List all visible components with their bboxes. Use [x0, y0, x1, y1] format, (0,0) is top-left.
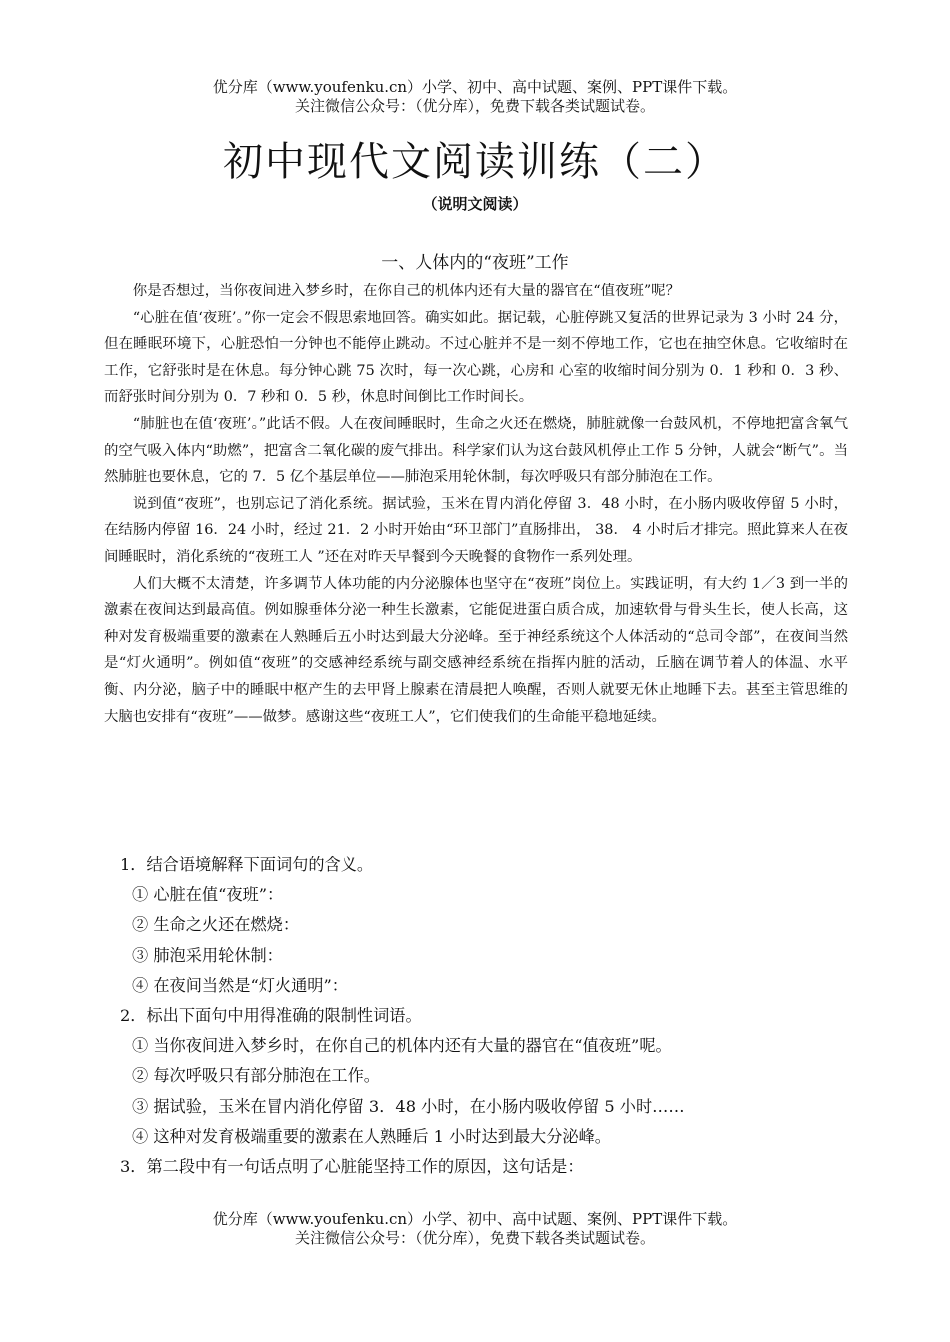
page-title: 初中现代文阅读训练（二） [223, 139, 727, 185]
question-2: 2．标出下面句中用得准确的限制性词语。 [120, 1006, 422, 1026]
page-footer [0, 1210, 950, 1248]
paragraph: 说到值“夜班”，也别忘记了消化系统。据试验，玉米在胃内消化停留 3．48 小时，在小肠内吸收停留 5 小时，在结肠内停留 16．24 小时，经过 21．2 小时开始由“环卫部门”直肠排出， 38． 4 小时后才排完。照此算来人在夜间睡眠时，消化系统的“夜班工人 ”还在对昨天早餐到今天晚餐的食物作一系列处理。 [104, 495, 848, 565]
question-1-item: ④ 在夜间当然是“灯火通明”： [132, 975, 348, 995]
paragraph: “肺脏也在值‘夜班’。”此话不假。人在夜间睡眠时，生命之火还在燃烧，肺脏就像一台鼓风机，不停地把富含氧气的空气吸入体内“助燃”，把富含二氧化碳的废气排出。科学家们认为这台鼓风机停止工作 5 分钟，人就会“断气”。当然肺脏也要休息，它的 7．5 亿个基层单位——肺泡采用轮休制，每次呼吸只有部分肺泡在工作。 [104, 415, 848, 486]
header-line-1: 优分库（www.youfenku.cn）小学、初中、高中试题、案例、PPT课件下载。 [212, 78, 738, 96]
question-2-item: ④ 这种对发育极端重要的激素在人熟睡后 1 小时达到最大分泌峰。 [132, 1126, 611, 1146]
question-2-item: ② 每次呼吸只有部分肺泡在工作。 [132, 1066, 380, 1086]
question-1-item: ③ 肺泡采用轮休制： [132, 945, 283, 965]
paragraph: 人们大概不太清楚，许多调节人体功能的内分泌腺体也坚守在“夜班”岗位上。实践证明，有大约 1／3 到一半的激素在夜间达到最高值。例如腺垂体分泌一种生长激素，它能促进蛋白质合成，加速软骨与骨头生长，使人长高，这种对发育极端重要的激素在人熟睡后五小时达到最大分泌峰。至于神经系统这个人体活动的“总司令部”，在夜间当然是“灯火通明”。例如值“夜班”的交感神经系统与副交感神经系统在指挥内脏的活动，丘脑在调节着人的体温、水平衡、内分泌，脑子中的睡眠中枢产生的去甲肾上腺素在清晨把人唤醒，否则人就要无休止地睡下去。甚至主管思维的大脑也安排有“夜班”——做梦。感谢这些“夜班工人”，它们使我们的生命能平稳地延续。 [104, 575, 848, 725]
question-2-item: ① 当你夜间进入梦乡时，在你自己的机体内还有大量的器官在“值夜班”呢。 [132, 1036, 672, 1056]
page-header [0, 78, 950, 116]
question-1-item: ② 生命之火还在燃烧： [132, 915, 300, 935]
question-1: 1．结合语境解释下面词句的含义。 [120, 855, 374, 874]
paragraph: 你是否想过，当你夜间进入梦乡时，在你自己的机体内还有大量的器官在“值夜班”呢？ [132, 283, 680, 299]
article-body [104, 278, 848, 730]
page-subtitle: （说明文阅读） [422, 195, 528, 213]
questions [120, 850, 840, 1182]
footer-line-2: 关注微信公众号：（优分库），免费下载各类试题试卷。 [294, 1229, 655, 1247]
paragraph: “心脏在值‘夜班’。”你一定会不假思索地回答。确实如此。据记载，心脏停跳又复活的世界记录为 3 小时 24 分，但在睡眠环境下，心脏恐怕一分钟也不能停止跳动。不过心脏并不是一刻不停地工作，它也在抽空休息。它收缩时在工作，它舒张时是在休息。每分钟心跳 75 次时，每一次心跳，心房和 心室的收缩时间分别为 0．1 秒和 0．3 秒、而舒张时间分别为 0．7 秒和 0．5 秒，休息时间倒比工作时间长。 [104, 309, 848, 406]
question-3: 3．第二段中有一句话点明了心脏能坚持工作的原因，这句话是： [120, 1157, 584, 1177]
section-title: 一、人体内的“夜班”工作 [381, 253, 569, 273]
footer-line-1: 优分库（www.youfenku.cn）小学、初中、高中试题、案例、PPT课件下载。 [212, 1210, 738, 1228]
header-line-2: 关注微信公众号：（优分库），免费下载各类试题试卷。 [294, 97, 655, 115]
question-2-item: ③ 据试验，玉米在冒内消化停留 3．48 小时，在小肠内吸收停留 5 小时…… [132, 1096, 685, 1116]
question-1-item: ① 心脏在值“夜班”： [132, 885, 284, 905]
